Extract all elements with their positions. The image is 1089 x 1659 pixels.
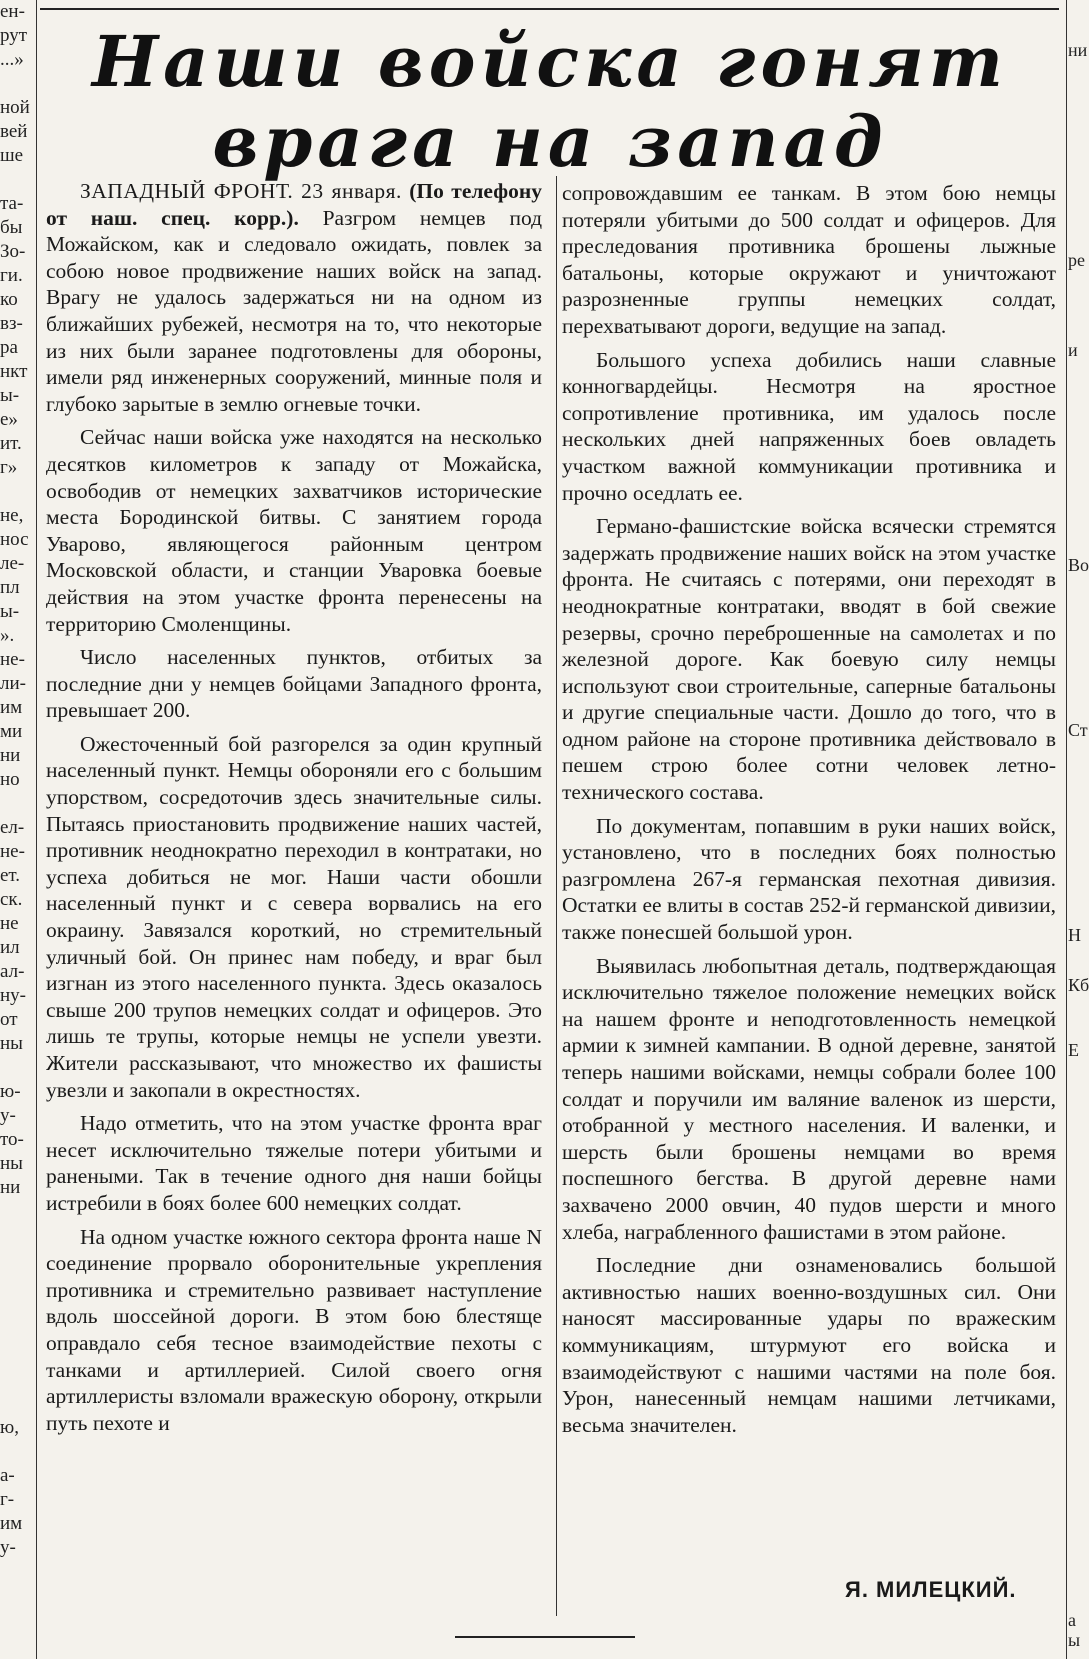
left-margin-fragment: ...» <box>0 49 24 70</box>
left-margin-fragment: ен- <box>0 1 25 22</box>
left-margin-fragment: ле- <box>0 553 25 574</box>
article-paragraph: Большого успеха добились наши славные конногвардейцы. Несмотря на яростное сопротивление противника, им удалось после нескольких дней напряженных боев овладеть участком важной коммуникации противника и прочно оседлать ее. <box>562 347 1056 505</box>
right-margin-fragment: Во <box>1068 555 1089 575</box>
left-margin-fragment: пл <box>0 577 20 598</box>
article-left-column <box>46 178 542 1443</box>
left-margin-fragment <box>0 1392 34 1416</box>
left-margin-fragment <box>0 1272 34 1296</box>
left-margin-fragment: нос <box>0 529 29 550</box>
left-margin-fragment: от <box>0 1009 18 1030</box>
article-paragraph: Ожесточенный бой разгорелся за один крупный населенный пункт. Немцы обороняли его с большим упорством, сосредоточив здесь значительные силы. Пытаясь приостановить продвижение наших частей, противник неоднократно переходил в контратаки, но успеха добиться не мог. Наши части обошли населенный пункт и с севера ворвались на его окраину. Завязался короткий, но стремительный уличный бой. Он принес нам победу, и враг был изгнан из этого населенного пункта. Здесь оказалось свыше 200 трупов немецких солдат и офицеров. Это лишь те трупы, которые немцы не успели увезти. Жители рассказывают, что множество их фашисты увезли и закопали в окрестностях. <box>46 731 542 1102</box>
left-margin-fragment <box>0 1344 34 1368</box>
left-margin-fragment: им <box>0 1513 23 1534</box>
article-paragraph: Число населенных пунктов, отбитых за последние дни у немцев бойцами Западного фронта, превышает 200. <box>46 645 542 723</box>
left-margin-fragment: ра <box>0 337 18 358</box>
left-margin-fragment: не <box>0 913 19 934</box>
left-margin-fragment: ми <box>0 721 23 742</box>
article-paragraph: По документам, попавшим в руки наших войск, установлено, что в последних боях полностью разгромлена 267-я германская пехотная дивизия. Остатки ее влиты в состав 252-й германской дивизии, также понесшей большой урон. <box>562 813 1056 945</box>
left-margin-fragment: а- <box>0 1465 15 1486</box>
left-margin-fragment: ны <box>0 1033 23 1054</box>
left-margin-fragment: но <box>0 769 20 790</box>
lead-paragraph <box>46 178 542 417</box>
left-margin-fragment: ко <box>0 289 18 310</box>
right-margin-fragment: а <box>1068 1610 1076 1630</box>
left-margin-fragment: у- <box>0 1537 16 1558</box>
left-margin-fragment: нкт <box>0 361 28 382</box>
right-margin-fragment: ы <box>1068 1630 1081 1650</box>
top-rule <box>40 8 1059 10</box>
left-margin-fragment: рут <box>0 25 28 46</box>
right-margin-fragment: ре <box>1068 250 1085 270</box>
left-margin-fragment <box>0 792 34 816</box>
source-credit: (По телефону от наш. спец. корр.). <box>46 179 542 230</box>
article-right-column <box>562 180 1056 1445</box>
right-margin-fragment: Е <box>1068 1040 1079 1060</box>
center-column-rule <box>556 176 557 1616</box>
left-margin-fragment: вз- <box>0 313 23 334</box>
left-margin-fragment: ск. <box>0 889 23 910</box>
right-margin-fragment: ни <box>1068 40 1088 60</box>
headline-line-2: врага на запад <box>212 100 888 183</box>
article-paragraph: Сейчас наши войска уже находятся на несколько десятков километров к западу от Можайска, освободив от немецких захватчиков исторические места Бородинской битвы. С занятием города Уварово, являющегося районным центром Московской области, и станции Уваровка боевые действия на этом участке фронта перенесены на территорию Смоленщины. <box>46 425 542 636</box>
article-paragraph: На одном участке южного сектора фронта наше N соединение прорвало оборонительные укрепления противника и стремительно развивает наступление вдоль шоссейной дороги. В этом бою блестяще оправдало себя тесное взаимодействие пехоты с танками и артиллерией. Силой своего огня артиллеристы взломали вражескую оборону, открыли путь пехоте и <box>46 1224 542 1435</box>
left-margin-fragment <box>0 72 34 96</box>
left-margin-fragment: не, <box>0 505 24 526</box>
left-margin-fragment: ы- <box>0 601 20 622</box>
article-paragraph: сопровождавшим ее танкам. В этом бою немцы потеряли убитыми до 500 солдат и офицеров. Для преследования противника брошены лыжные батальоны, которые окружают и уничтожают разрозненные группы немецких солдат, перехватывают дороги, ведущие на запад. <box>562 181 1056 338</box>
right-margin-fragment: Кб <box>1068 975 1089 995</box>
bottom-rule <box>455 1636 635 1638</box>
left-margin-fragment: не- <box>0 649 25 670</box>
left-margin-fragment: ет. <box>0 865 21 886</box>
article-headline <box>60 22 1040 182</box>
left-margin-fragment: ни <box>0 745 21 766</box>
lead-text: Разгром немцев под Можайском, как и следовало ожидать, повлек за собою новое продвижение наших войск на запад. Врагу не удалось задержаться ни на одном из ближайших рубежей, несмотря на то, что некоторые из них были заранее подготовлены для обороны, имели ряд инженерных сооружений, минные поля и глубоко зарытые в землю огневые точки. <box>46 205 543 416</box>
left-column-rule <box>36 0 37 1659</box>
left-margin-fragment: ал- <box>0 961 25 982</box>
left-margin-fragment: ни <box>0 1177 21 1198</box>
left-margin-fragment: ны <box>0 1153 23 1174</box>
right-margin-fragment: Н <box>1068 925 1081 945</box>
article-paragraph: Надо отметить, что на этом участке фронта враг несет исключительно тяжелые потери убитыми и ранеными. Так в течение одного дня наши бойцы истребили в боях более 600 немецких солдат. <box>46 1111 542 1215</box>
left-margin-fragment <box>0 1224 34 1248</box>
left-margin-fragment: ну- <box>0 985 26 1006</box>
left-margin-fragment <box>0 168 34 192</box>
left-margin-fragment: ю, <box>0 1417 19 1438</box>
article-paragraph: Германо-фашистские войска всячески стремятся задержать продвижение наших войск на этом участке фронта. Не считаясь с потерями, они переходят в неоднократные контратаки, вводят в бой свежие резервы, срочно переброшенные на самолетах и по железной дороге. Как боевую силу немцы используют свои строительные, саперные батальоны и другие специальные части. Дошло до того, что в одном районе на стороне противника действовало в пешем строю более сотни человек летно-технического состава. <box>562 514 1056 805</box>
left-margin-fragment: ной <box>0 97 30 118</box>
left-margin-fragment: им <box>0 697 23 718</box>
article-paragraph: Последние дни ознаменовались большой активностью наших военно-воздушных сил. Они наносят массированные удары по вражеским коммуникациям, штурмуют его войска и взаимодействуют с нашими частями на поле боя. Урон, нанесенный немцам нашими летчиками, весьма значителен. <box>562 1253 1056 1437</box>
left-margin-fragment: ю- <box>0 1081 21 1102</box>
left-margin-fragment: ы- <box>0 385 20 406</box>
left-margin-fragment: та- <box>0 193 24 214</box>
left-margin-fragment: ги. <box>0 265 23 286</box>
left-margin-fragment: ли- <box>0 673 26 694</box>
left-margin-fragment: ». <box>0 625 15 646</box>
left-margin-fragment <box>0 1320 34 1344</box>
left-margin-fragment: Зо- <box>0 241 26 262</box>
left-margin-fragment: бы <box>0 217 23 238</box>
left-margin-fragment: ит. <box>0 433 22 454</box>
left-margin-fragment <box>0 480 34 504</box>
adjacent-column-left-fragments <box>0 0 34 1659</box>
left-margin-fragment: г- <box>0 1489 15 1510</box>
adjacent-column-right-fragments <box>1068 0 1089 1659</box>
right-margin-fragment: Ст <box>1068 720 1088 740</box>
left-margin-fragment: то- <box>0 1129 24 1150</box>
left-margin-fragment <box>0 1440 34 1464</box>
left-margin-fragment: е» <box>0 409 18 430</box>
left-margin-fragment: у- <box>0 1105 16 1126</box>
left-margin-fragment: ел- <box>0 817 25 838</box>
left-margin-fragment: вей <box>0 121 28 142</box>
article-paragraph: Выявилась любопытная деталь, подтверждающая исключительно тяжелое положение немецких войск на нашем фронте и неподготовленность немецкой армии к зимней кампании. В одной деревне, занятой теперь нашими войсками, немцы собрали более 100 солдат и поручили им валяние валенок из шерсти, отобранной у местного населения. И валенки, и шерсть были брошены немцами во время поспешного бегства. В другой деревне нами захвачено 2000 овчин, 40 пудов шерсти и много хлеба, награбленного фашистами в этом районе. <box>562 953 1056 1244</box>
author-signature: Я. МИЛЕЦКИЙ. <box>845 1577 1017 1602</box>
left-margin-fragment <box>0 1248 34 1272</box>
left-margin-fragment: ил <box>0 937 20 958</box>
right-column-rule <box>1066 0 1067 1659</box>
left-margin-fragment <box>0 1368 34 1392</box>
left-margin-fragment: г» <box>0 457 18 478</box>
left-margin-fragment: не- <box>0 841 25 862</box>
dateline: ЗАПАДНЫЙ ФРОНТ. 23 января. <box>80 179 402 203</box>
left-margin-fragment <box>0 1056 34 1080</box>
left-margin-fragment <box>0 1296 34 1320</box>
left-margin-fragment: ше <box>0 145 24 166</box>
right-margin-fragment: и <box>1068 340 1078 360</box>
left-margin-fragment <box>0 1200 34 1224</box>
headline-line-1: Наши войска гонят <box>92 20 1008 103</box>
